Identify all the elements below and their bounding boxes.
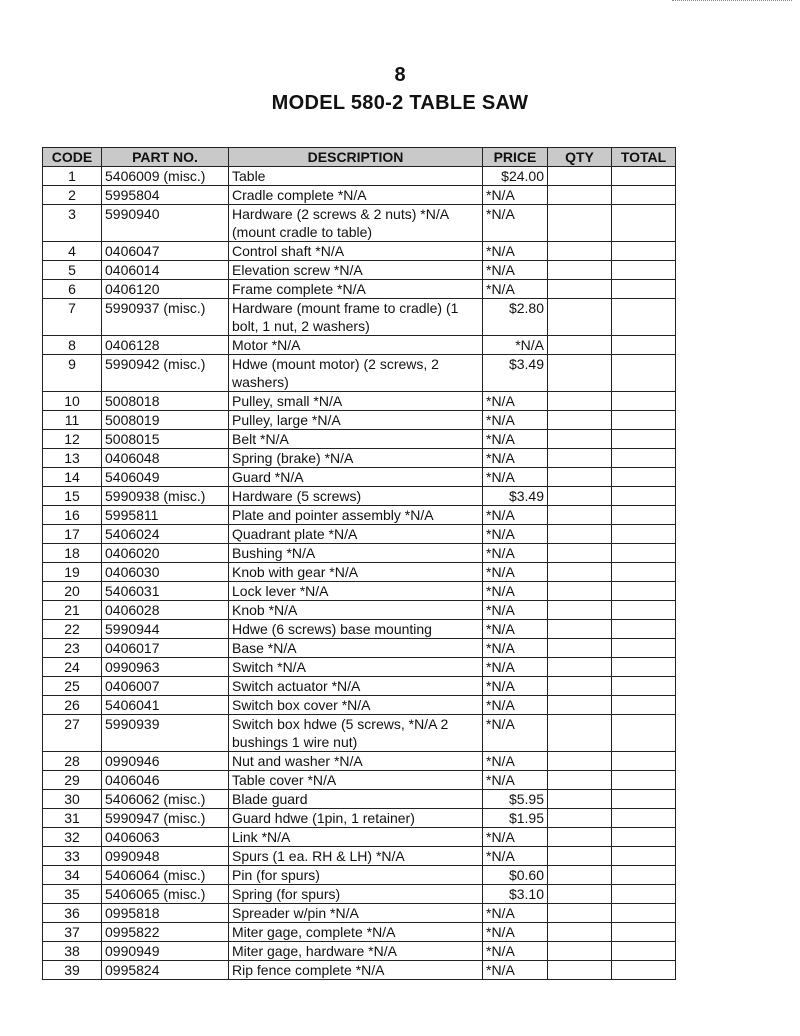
description-cell: Plate and pointer assembly *N/A: [229, 506, 483, 525]
total-cell: [612, 468, 676, 487]
price-cell: *N/A: [483, 280, 548, 299]
total-cell: [612, 430, 676, 449]
part-no-cell: 5990939: [102, 715, 229, 752]
total-cell: [612, 167, 676, 186]
qty-cell: [548, 847, 612, 866]
price-cell: *N/A: [483, 639, 548, 658]
part-no-cell: 5406049: [102, 468, 229, 487]
part-no-cell: 5406065 (misc.): [102, 885, 229, 904]
code-cell: 10: [43, 392, 102, 411]
total-cell: [612, 392, 676, 411]
description-cell: Hdwe (mount motor) (2 screws, 2 washers): [229, 355, 483, 392]
price-cell: $3.49: [483, 487, 548, 506]
total-cell: [612, 506, 676, 525]
part-no-cell: 5990940: [102, 205, 229, 242]
col-header-total: TOTAL: [612, 148, 676, 167]
description-cell: Link *N/A: [229, 828, 483, 847]
qty-cell: [548, 752, 612, 771]
price-cell: $5.95: [483, 790, 548, 809]
total-cell: [612, 411, 676, 430]
code-cell: 17: [43, 525, 102, 544]
code-cell: 38: [43, 942, 102, 961]
part-no-cell: 0990963: [102, 658, 229, 677]
col-header-part-no: PART NO.: [102, 148, 229, 167]
part-no-cell: 0995818: [102, 904, 229, 923]
total-cell: [612, 790, 676, 809]
description-cell: Knob with gear *N/A: [229, 563, 483, 582]
description-cell: Frame complete *N/A: [229, 280, 483, 299]
table-row: [43, 544, 676, 563]
code-cell: 28: [43, 752, 102, 771]
part-no-cell: 5995811: [102, 506, 229, 525]
total-cell: [612, 563, 676, 582]
part-no-cell: 0990949: [102, 942, 229, 961]
code-cell: 19: [43, 563, 102, 582]
total-cell: [612, 601, 676, 620]
price-cell: *N/A: [483, 205, 548, 242]
description-cell: Base *N/A: [229, 639, 483, 658]
description-cell: Elevation screw *N/A: [229, 261, 483, 280]
qty-cell: [548, 658, 612, 677]
price-cell: *N/A: [483, 771, 548, 790]
total-cell: [612, 696, 676, 715]
table-row: [43, 411, 676, 430]
table-row: [43, 299, 676, 336]
part-no-cell: 5995804: [102, 186, 229, 205]
table-row: [43, 904, 676, 923]
table-row: [43, 847, 676, 866]
qty-cell: [548, 771, 612, 790]
price-cell: *N/A: [483, 658, 548, 677]
part-no-cell: 5990937 (misc.): [102, 299, 229, 336]
price-cell: *N/A: [483, 677, 548, 696]
part-no-cell: 0406017: [102, 639, 229, 658]
table-row: [43, 866, 676, 885]
table-row: [43, 715, 676, 752]
code-cell: 33: [43, 847, 102, 866]
qty-cell: [548, 677, 612, 696]
part-no-cell: 0406047: [102, 242, 229, 261]
parts-table: [42, 147, 676, 980]
part-no-cell: 5990938 (misc.): [102, 487, 229, 506]
part-no-cell: 5990947 (misc.): [102, 809, 229, 828]
description-cell: Switch actuator *N/A: [229, 677, 483, 696]
total-cell: [612, 809, 676, 828]
col-header-code: CODE: [43, 148, 102, 167]
code-cell: 9: [43, 355, 102, 392]
price-cell: *N/A: [483, 904, 548, 923]
total-cell: [612, 658, 676, 677]
part-no-cell: 5990944: [102, 620, 229, 639]
description-cell: Hardware (2 screws & 2 nuts) *N/A (mount cradle to table): [229, 205, 483, 242]
description-cell: Table cover *N/A: [229, 771, 483, 790]
total-cell: [612, 620, 676, 639]
price-cell: *N/A: [483, 336, 548, 355]
code-cell: 21: [43, 601, 102, 620]
qty-cell: [548, 411, 612, 430]
total-cell: [612, 186, 676, 205]
qty-cell: [548, 961, 612, 980]
page-number: 8: [394, 64, 406, 86]
price-cell: $3.49: [483, 355, 548, 392]
qty-cell: [548, 430, 612, 449]
price-cell: *N/A: [483, 715, 548, 752]
part-no-cell: 5406064 (misc.): [102, 866, 229, 885]
part-no-cell: 5406041: [102, 696, 229, 715]
price-cell: $1.95: [483, 809, 548, 828]
description-cell: Hdwe (6 screws) base mounting: [229, 620, 483, 639]
code-cell: 14: [43, 468, 102, 487]
total-cell: [612, 242, 676, 261]
total-cell: [612, 639, 676, 658]
description-cell: Spurs (1 ea. RH & LH) *N/A: [229, 847, 483, 866]
qty-cell: [548, 449, 612, 468]
total-cell: [612, 336, 676, 355]
description-cell: Miter gage, hardware *N/A: [229, 942, 483, 961]
part-no-cell: 0995822: [102, 923, 229, 942]
total-cell: [612, 280, 676, 299]
qty-cell: [548, 506, 612, 525]
table-row: [43, 620, 676, 639]
qty-cell: [548, 582, 612, 601]
table-row: [43, 677, 676, 696]
part-no-cell: 0406128: [102, 336, 229, 355]
part-no-cell: 0990948: [102, 847, 229, 866]
total-cell: [612, 715, 676, 752]
price-cell: *N/A: [483, 261, 548, 280]
table-row: [43, 167, 676, 186]
code-cell: 37: [43, 923, 102, 942]
description-cell: Quadrant plate *N/A: [229, 525, 483, 544]
qty-cell: [548, 487, 612, 506]
description-cell: Spring (for spurs): [229, 885, 483, 904]
price-cell: *N/A: [483, 449, 548, 468]
price-cell: *N/A: [483, 601, 548, 620]
code-cell: 18: [43, 544, 102, 563]
table-row: [43, 942, 676, 961]
total-cell: [612, 752, 676, 771]
part-no-cell: 0406063: [102, 828, 229, 847]
code-cell: 30: [43, 790, 102, 809]
table-row: [43, 601, 676, 620]
part-no-cell: 0406014: [102, 261, 229, 280]
code-cell: 25: [43, 677, 102, 696]
qty-cell: [548, 904, 612, 923]
qty-cell: [548, 525, 612, 544]
code-cell: 1: [43, 167, 102, 186]
table-row: [43, 355, 676, 392]
code-cell: 22: [43, 620, 102, 639]
qty-cell: [548, 601, 612, 620]
part-no-cell: 0406046: [102, 771, 229, 790]
description-cell: Hardware (5 screws): [229, 487, 483, 506]
description-cell: Spring (brake) *N/A: [229, 449, 483, 468]
code-cell: 11: [43, 411, 102, 430]
price-cell: *N/A: [483, 392, 548, 411]
qty-cell: [548, 468, 612, 487]
description-cell: Table: [229, 167, 483, 186]
part-no-cell: 5008015: [102, 430, 229, 449]
price-cell: *N/A: [483, 544, 548, 563]
description-cell: Bushing *N/A: [229, 544, 483, 563]
price-cell: $3.10: [483, 885, 548, 904]
table-row: [43, 525, 676, 544]
qty-cell: [548, 355, 612, 392]
part-no-cell: 0406007: [102, 677, 229, 696]
total-cell: [612, 449, 676, 468]
part-no-cell: 5008019: [102, 411, 229, 430]
price-cell: *N/A: [483, 696, 548, 715]
code-cell: 12: [43, 430, 102, 449]
part-no-cell: 0406120: [102, 280, 229, 299]
code-cell: 39: [43, 961, 102, 980]
description-cell: Belt *N/A: [229, 430, 483, 449]
total-cell: [612, 866, 676, 885]
code-cell: 32: [43, 828, 102, 847]
table-row: [43, 205, 676, 242]
price-cell: *N/A: [483, 752, 548, 771]
price-cell: *N/A: [483, 961, 548, 980]
qty-cell: [548, 186, 612, 205]
description-cell: Cradle complete *N/A: [229, 186, 483, 205]
total-cell: [612, 771, 676, 790]
price-cell: *N/A: [483, 828, 548, 847]
code-cell: 23: [43, 639, 102, 658]
part-no-cell: 5406009 (misc.): [102, 167, 229, 186]
table-row: [43, 392, 676, 411]
part-no-cell: 5406024: [102, 525, 229, 544]
description-cell: Pin (for spurs): [229, 866, 483, 885]
table-row: [43, 449, 676, 468]
qty-cell: [548, 942, 612, 961]
qty-cell: [548, 866, 612, 885]
code-cell: 31: [43, 809, 102, 828]
qty-cell: [548, 205, 612, 242]
qty-cell: [548, 696, 612, 715]
table-row: [43, 242, 676, 261]
price-cell: *N/A: [483, 506, 548, 525]
total-cell: [612, 961, 676, 980]
description-cell: Pulley, small *N/A: [229, 392, 483, 411]
price-cell: *N/A: [483, 942, 548, 961]
qty-cell: [548, 563, 612, 582]
table-row: [43, 468, 676, 487]
total-cell: [612, 828, 676, 847]
qty-cell: [548, 392, 612, 411]
description-cell: Blade guard: [229, 790, 483, 809]
price-cell: *N/A: [483, 430, 548, 449]
price-cell: *N/A: [483, 186, 548, 205]
table-row: [43, 487, 676, 506]
price-cell: $24.00: [483, 167, 548, 186]
code-cell: 4: [43, 242, 102, 261]
price-cell: *N/A: [483, 923, 548, 942]
price-cell: *N/A: [483, 242, 548, 261]
table-row: [43, 696, 676, 715]
total-cell: [612, 677, 676, 696]
description-cell: Spreader w/pin *N/A: [229, 904, 483, 923]
code-cell: 34: [43, 866, 102, 885]
part-no-cell: 0406028: [102, 601, 229, 620]
total-cell: [612, 261, 676, 280]
qty-cell: [548, 336, 612, 355]
col-header-qty: QTY: [548, 148, 612, 167]
part-no-cell: 0406030: [102, 563, 229, 582]
code-cell: 29: [43, 771, 102, 790]
description-cell: Lock lever *N/A: [229, 582, 483, 601]
price-cell: $0.60: [483, 866, 548, 885]
code-cell: 27: [43, 715, 102, 752]
total-cell: [612, 904, 676, 923]
table-row: [43, 771, 676, 790]
description-cell: Hardware (mount frame to cradle) (1 bolt, 1 nut, 2 washers): [229, 299, 483, 336]
part-no-cell: 5008018: [102, 392, 229, 411]
code-cell: 13: [43, 449, 102, 468]
description-cell: Rip fence complete *N/A: [229, 961, 483, 980]
part-no-cell: 0406020: [102, 544, 229, 563]
description-cell: Control shaft *N/A: [229, 242, 483, 261]
description-cell: Knob *N/A: [229, 601, 483, 620]
part-no-cell: 0990946: [102, 752, 229, 771]
code-cell: 7: [43, 299, 102, 336]
code-cell: 16: [43, 506, 102, 525]
table-row: [43, 280, 676, 299]
description-cell: Nut and washer *N/A: [229, 752, 483, 771]
table-row: [43, 809, 676, 828]
page-title: MODEL 580-2 TABLE SAW: [271, 92, 529, 114]
qty-cell: [548, 923, 612, 942]
description-cell: Miter gage, complete *N/A: [229, 923, 483, 942]
description-cell: Motor *N/A: [229, 336, 483, 355]
total-cell: [612, 847, 676, 866]
price-cell: *N/A: [483, 411, 548, 430]
code-cell: 20: [43, 582, 102, 601]
table-row: [43, 582, 676, 601]
table-row: [43, 752, 676, 771]
description-cell: Guard *N/A: [229, 468, 483, 487]
total-cell: [612, 923, 676, 942]
qty-cell: [548, 544, 612, 563]
part-no-cell: 5990942 (misc.): [102, 355, 229, 392]
table-row: [43, 186, 676, 205]
table-row: [43, 961, 676, 980]
code-cell: 8: [43, 336, 102, 355]
description-cell: Pulley, large *N/A: [229, 411, 483, 430]
qty-cell: [548, 828, 612, 847]
table-row: [43, 430, 676, 449]
table-row: [43, 658, 676, 677]
total-cell: [612, 942, 676, 961]
code-cell: 36: [43, 904, 102, 923]
scan-artifact: [672, 0, 792, 4]
qty-cell: [548, 261, 612, 280]
table-row: [43, 639, 676, 658]
description-cell: Guard hdwe (1pin, 1 retainer): [229, 809, 483, 828]
part-no-cell: 0406048: [102, 449, 229, 468]
total-cell: [612, 205, 676, 242]
qty-cell: [548, 299, 612, 336]
table-row: [43, 261, 676, 280]
qty-cell: [548, 639, 612, 658]
table-row: [43, 336, 676, 355]
qty-cell: [548, 790, 612, 809]
code-cell: 35: [43, 885, 102, 904]
part-no-cell: 5406031: [102, 582, 229, 601]
qty-cell: [548, 280, 612, 299]
table-row: [43, 506, 676, 525]
description-cell: Switch *N/A: [229, 658, 483, 677]
total-cell: [612, 544, 676, 563]
price-cell: $2.80: [483, 299, 548, 336]
price-cell: *N/A: [483, 563, 548, 582]
qty-cell: [548, 167, 612, 186]
table-row: [43, 563, 676, 582]
qty-cell: [548, 242, 612, 261]
code-cell: 2: [43, 186, 102, 205]
table-row: [43, 790, 676, 809]
price-cell: *N/A: [483, 525, 548, 544]
description-cell: Switch box cover *N/A: [229, 696, 483, 715]
total-cell: [612, 299, 676, 336]
part-no-cell: 5406062 (misc.): [102, 790, 229, 809]
total-cell: [612, 582, 676, 601]
table-row: [43, 885, 676, 904]
total-cell: [612, 885, 676, 904]
total-cell: [612, 487, 676, 506]
price-cell: *N/A: [483, 620, 548, 639]
price-cell: *N/A: [483, 582, 548, 601]
code-cell: 6: [43, 280, 102, 299]
header-row: [43, 148, 676, 167]
code-cell: 15: [43, 487, 102, 506]
code-cell: 5: [43, 261, 102, 280]
code-cell: 24: [43, 658, 102, 677]
part-no-cell: 0995824: [102, 961, 229, 980]
table-row: [43, 828, 676, 847]
total-cell: [612, 355, 676, 392]
total-cell: [612, 525, 676, 544]
qty-cell: [548, 809, 612, 828]
price-cell: *N/A: [483, 847, 548, 866]
code-cell: 3: [43, 205, 102, 242]
col-header-price: PRICE: [483, 148, 548, 167]
qty-cell: [548, 885, 612, 904]
table-row: [43, 923, 676, 942]
description-cell: Switch box hdwe (5 screws, *N/A 2 bushings 1 wire nut): [229, 715, 483, 752]
code-cell: 26: [43, 696, 102, 715]
col-header-description: DESCRIPTION: [229, 148, 483, 167]
qty-cell: [548, 620, 612, 639]
price-cell: *N/A: [483, 468, 548, 487]
qty-cell: [548, 715, 612, 752]
